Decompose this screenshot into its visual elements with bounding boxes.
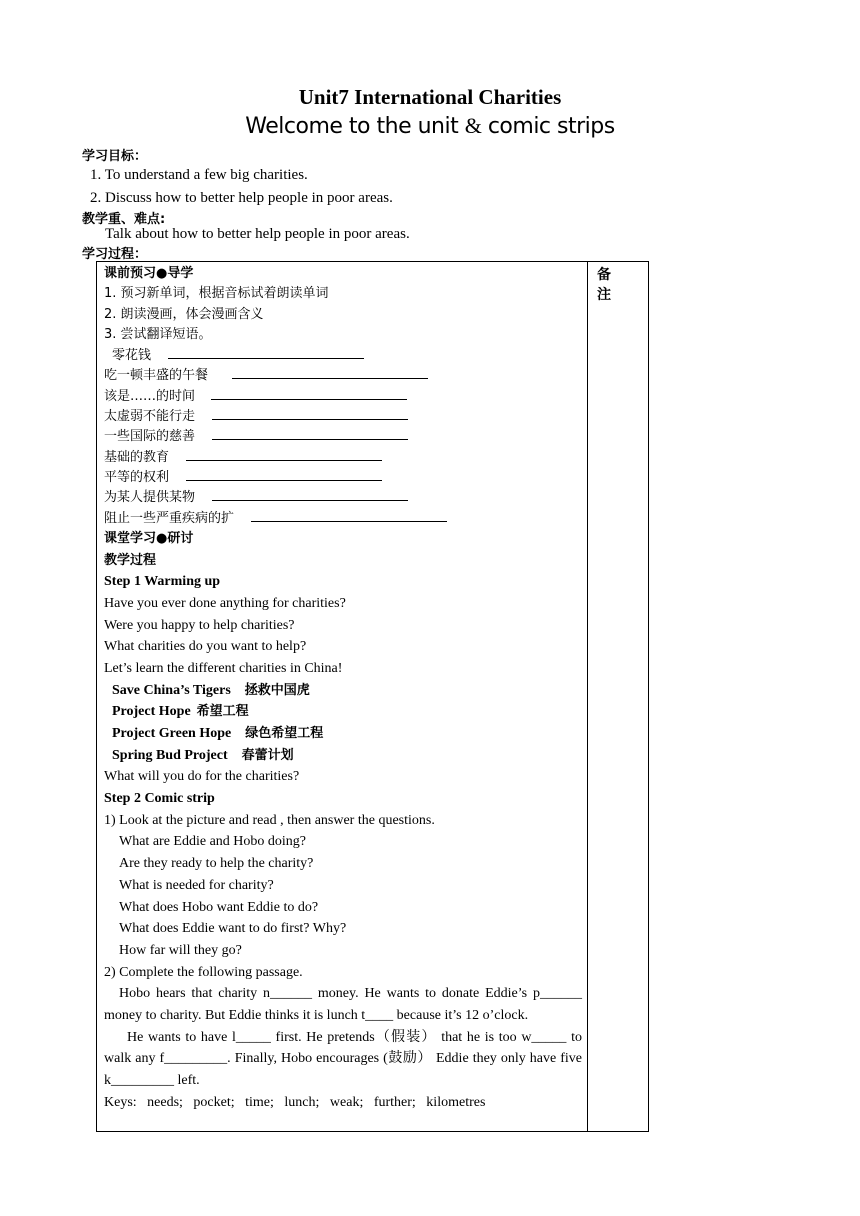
phrase-label: 吃一顿丰盛的午餐 bbox=[104, 368, 209, 384]
preview-heading: 课前预习●导学 bbox=[104, 266, 194, 281]
answer-blank[interactable] bbox=[251, 508, 447, 522]
answer-blank[interactable] bbox=[211, 386, 407, 400]
focus-label: 教学重、难点: bbox=[82, 212, 166, 227]
process-heading: 教学过程 bbox=[104, 552, 157, 568]
charity-en: Spring Bud Project bbox=[112, 747, 228, 763]
goal-2: 2. Discuss how to better help people in poor areas. bbox=[90, 190, 393, 206]
phrase-label: 平等的权利 bbox=[104, 469, 170, 485]
answer-blank[interactable] bbox=[186, 447, 382, 461]
phrase-row bbox=[104, 467, 582, 487]
answer-keys: Keys: needs; pocket; time; lunch; weak; further; kilometres bbox=[104, 1094, 486, 1110]
phrase-row bbox=[104, 508, 582, 528]
preview-item: 2. 朗读漫画，体会漫画含义 bbox=[104, 306, 264, 322]
phrase-label: 零花钱 bbox=[112, 348, 152, 364]
answer-blank[interactable] bbox=[232, 365, 428, 379]
study-table bbox=[96, 261, 649, 1132]
phrase-row bbox=[104, 447, 582, 467]
answer-blank[interactable] bbox=[212, 487, 408, 501]
step2-question: What is needed for charity? bbox=[119, 877, 274, 893]
page-subtitle bbox=[0, 113, 860, 139]
subtitle-part-b: comic strips bbox=[481, 114, 615, 139]
process-label: 学习过程： bbox=[82, 247, 148, 262]
charity-row bbox=[104, 745, 582, 767]
phrase-label: 基础的教育 bbox=[104, 449, 170, 465]
answer-blank[interactable] bbox=[168, 345, 364, 359]
class-heading: 课堂学习●研讨 bbox=[104, 530, 194, 546]
goal-1: 1. To understand a few big charities. bbox=[90, 167, 308, 183]
charity-en: Project Green Hope bbox=[112, 726, 232, 742]
step1-title: Step 1 Warming up bbox=[104, 574, 221, 590]
step2-question: What does Eddie want to do first? Why? bbox=[119, 921, 347, 937]
answer-blank[interactable] bbox=[212, 406, 408, 420]
page-title: Unit7 International Charities bbox=[298, 85, 562, 109]
step2-task-2: 2) Complete the following passage. bbox=[104, 964, 303, 980]
phrase-label: 太虚弱不能行走 bbox=[104, 409, 196, 425]
charity-en: Project Hope bbox=[112, 704, 191, 720]
charity-en: Save China’s Tigers bbox=[112, 682, 231, 698]
charity-row bbox=[104, 723, 582, 745]
step1-question: Let’s learn the different charities in China! bbox=[104, 660, 343, 676]
step2-question: How far will they go? bbox=[119, 942, 242, 958]
phrase-label: 阻止一些严重疾病的扩 bbox=[104, 510, 235, 526]
focus-text: Talk about how to better help people in poor areas. bbox=[105, 226, 410, 242]
table-content bbox=[104, 264, 582, 1114]
column-divider bbox=[587, 262, 588, 1131]
passage-paragraph-2: He wants to have l_____ first. He pretends（假装） that he is too w_____ to walk any f_________. Finally, Hobo encourages (鼓励） Eddie they only have five k_________ left. bbox=[104, 1029, 582, 1089]
step2-task-1: 1) Look at the picture and read , then answer the questions. bbox=[104, 812, 435, 828]
step1-closing-question: What will you do for the charities? bbox=[104, 769, 300, 785]
step1-question: What charities do you want to help? bbox=[104, 639, 307, 655]
phrase-label: 一些国际的慈善 bbox=[104, 429, 196, 445]
phrase-row bbox=[104, 386, 582, 406]
charity-row bbox=[104, 680, 582, 702]
step1-question: Were you happy to help charities? bbox=[104, 617, 295, 633]
phrase-row bbox=[104, 426, 582, 446]
charity-cn: 绿色希望工程 bbox=[245, 726, 324, 742]
charity-cn: 希望工程 bbox=[196, 704, 249, 720]
goals-label: 学习目标： bbox=[82, 149, 148, 164]
phrase-row bbox=[104, 345, 582, 365]
answer-blank[interactable] bbox=[186, 467, 382, 481]
charity-cn: 拯救中国虎 bbox=[244, 682, 310, 698]
charity-row bbox=[104, 701, 582, 723]
step2-question: Are they ready to help the charity? bbox=[119, 856, 314, 872]
passage-paragraph-1: Hobo hears that charity n______ money. He wants to donate Eddie’s p______ money to charity. But Eddie thinks it is lunch t____ because it’s 12 o’clock. bbox=[104, 986, 582, 1023]
step1-question: Have you ever done anything for charities? bbox=[104, 595, 346, 611]
answer-blank[interactable] bbox=[212, 426, 408, 440]
step2-title: Step 2 Comic strip bbox=[104, 791, 215, 807]
remark-column-header: 备注 bbox=[597, 267, 627, 303]
step2-question: What are Eddie and Hobo doing? bbox=[119, 834, 306, 850]
phrase-label: 为某人提供某物 bbox=[104, 490, 196, 506]
charity-cn: 春蕾计划 bbox=[241, 747, 294, 763]
phrase-row bbox=[104, 406, 582, 426]
step2-question: What does Hobo want Eddie to do? bbox=[119, 899, 319, 915]
preview-item: 3. 尝试翻译短语。 bbox=[104, 326, 212, 342]
phrase-row bbox=[104, 487, 582, 507]
phrase-row bbox=[104, 365, 582, 385]
subtitle-ampersand: & bbox=[464, 113, 482, 138]
preview-item: 1. 预习新单词，根据音标试着朗读单词 bbox=[104, 286, 329, 302]
phrase-label: 该是……的时间 bbox=[104, 388, 196, 404]
subtitle-part-a: Welcome to the unit bbox=[245, 114, 465, 139]
